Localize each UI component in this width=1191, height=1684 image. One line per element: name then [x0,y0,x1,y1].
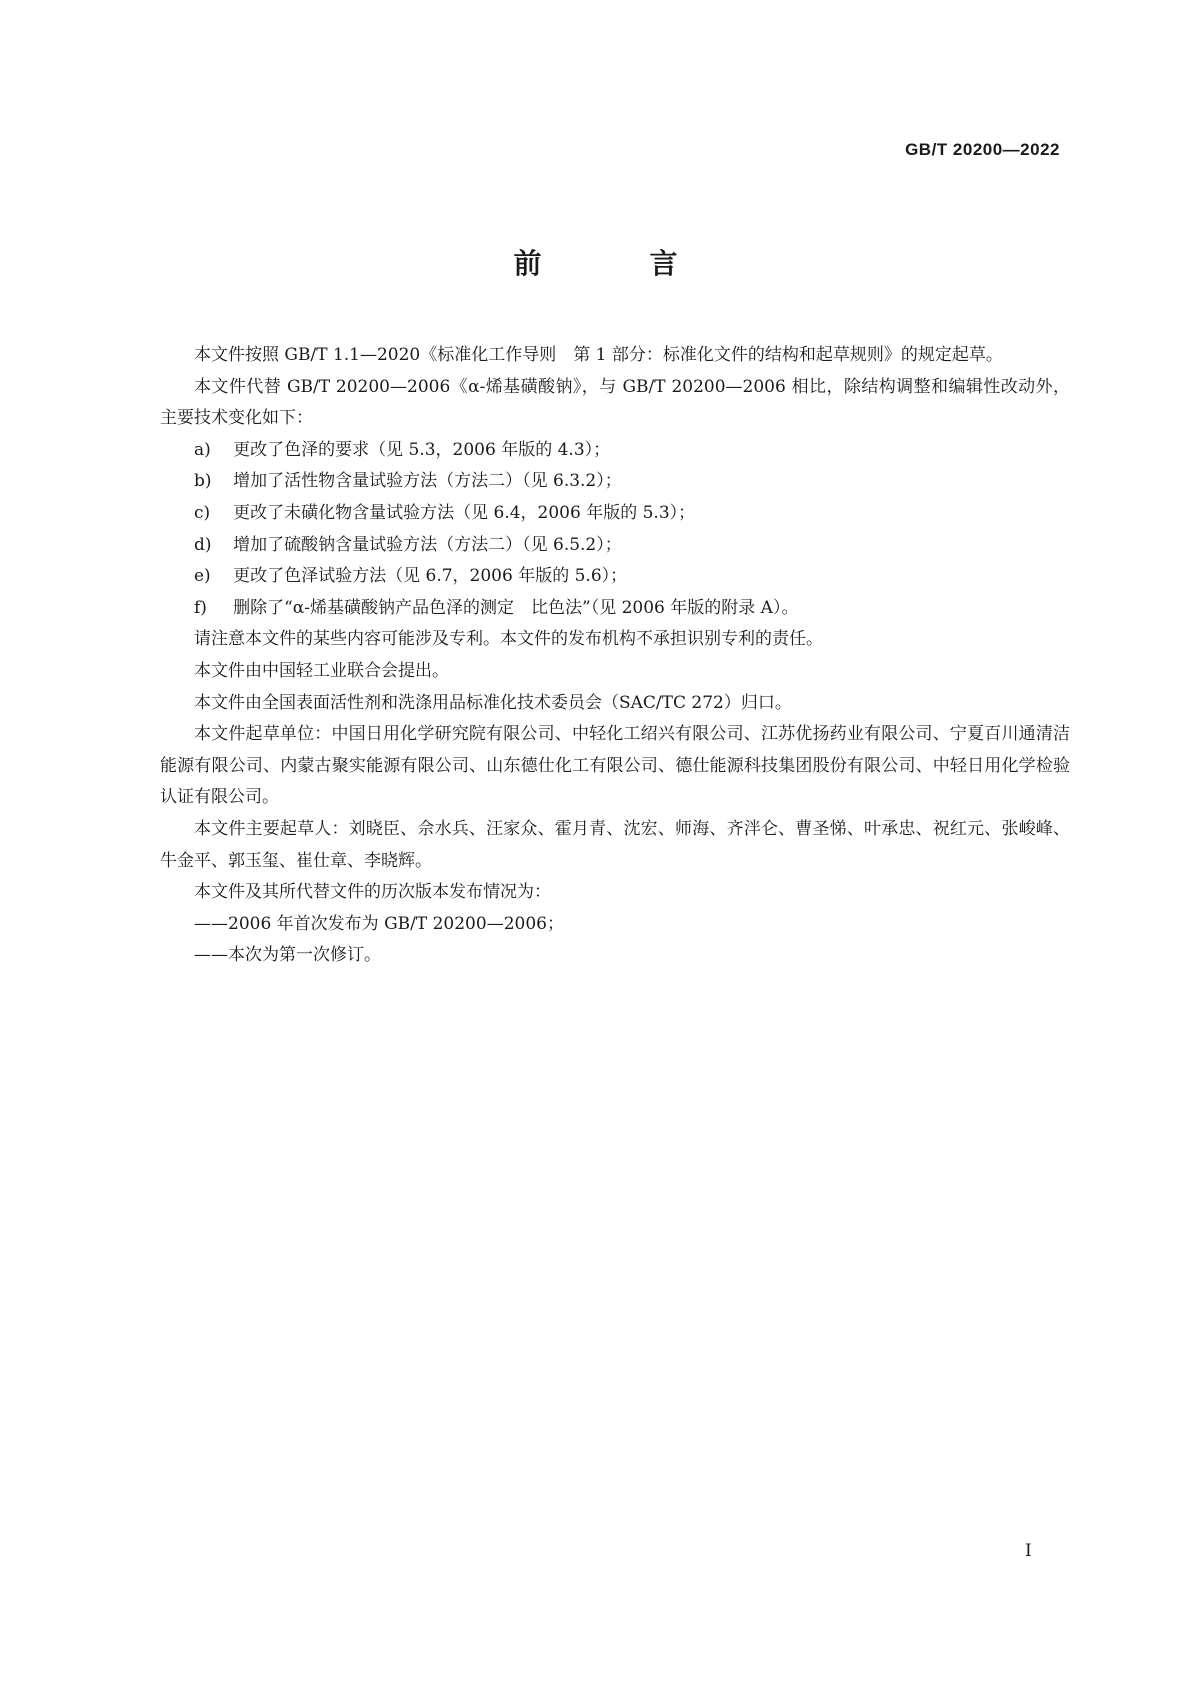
page-number: I [1025,1541,1032,1561]
list-item [160,530,1070,562]
list-item [160,466,1070,498]
list-item [160,498,1070,530]
paragraph-proposer: 本文件由中国轻工业联合会提出。 [194,660,449,681]
paragraph-drafting-units: 本文件起草单位：中国日用化学研究院有限公司、中轻化工绍兴有限公司、江苏优扬药业有限公司、宁夏百川通清洁能源有限公司、内蒙古聚实能源有限公司、山东德仕化工有限公司、德仕能源科技集团股份有限公司、中轻日用化学检验认证有限公司。 [160,724,1070,808]
list-item [160,593,1070,625]
list-item-letter: c) [194,502,211,523]
document-number: GB/T 20200—2022 [905,140,1060,159]
paragraph-patent-notice: 请注意本文件的某些内容可能涉及专利。本文件的发布机构不承担识别专利的责任。 [194,629,823,650]
list-item-letter: e) [194,566,211,587]
list-item-text: 增加了活性物含量试验方法（方法二）（见 6.3.2）； [233,471,622,492]
history-item: ——本次为第一次修订。 [194,945,381,966]
paragraph-history-intro: 本文件及其所代替文件的历次版本发布情况为： [194,882,551,903]
list-item-text: 增加了硫酸钠含量试验方法（方法二）（见 6.5.2）； [233,534,622,555]
list-item-text: 更改了未磺化物含量试验方法（见 6.4，2006 年版的 5.3）； [233,502,696,523]
list-item-letter: b) [194,471,212,492]
paragraph-replacement: 本文件代替 GB/T 20200—2006《α-烯基磺酸钠》，与 GB/T 20200—2006 相比，除结构调整和编辑性改动外，主要技术变化如下： [160,376,1070,429]
paragraph-committee: 本文件由全国表面活性剂和洗涤用品标准化技术委员会（SAC/TC 272）归口。 [194,692,792,713]
list-item-letter: a) [194,439,211,460]
foreword-body [160,340,1070,972]
history-item: ——2006 年首次发布为 GB/T 20200—2006； [194,913,564,934]
list-item-text: 删除了“α-烯基磺酸钠产品色泽的测定 比色法”（见 2006 年版的附录 A）。 [233,597,799,618]
list-item [160,435,1070,467]
list-item-text: 更改了色泽试验方法（见 6.7，2006 年版的 5.6）； [233,566,628,587]
paragraph-drafting-rules: 本文件按照 GB/T 1.1—2020《标准化工作导则 第 1 部分：标准化文件的结构和起草规则》的规定起草。 [194,345,1003,365]
list-item-letter: f) [194,597,207,618]
list-item-text: 更改了色泽的要求（见 5.3，2006 年版的 4.3）； [233,439,611,460]
page-title: 前 言 [513,247,718,280]
list-item [160,561,1070,593]
paragraph-drafters: 本文件主要起草人：刘晓臣、佘水兵、汪家众、霍月青、沈宏、师海、齐泮仑、曹圣悌、叶承忠、祝红元、张峻峰、牛金平、郭玉玺、崔仕章、李晓辉。 [160,818,1070,871]
list-item-letter: d) [194,534,212,555]
